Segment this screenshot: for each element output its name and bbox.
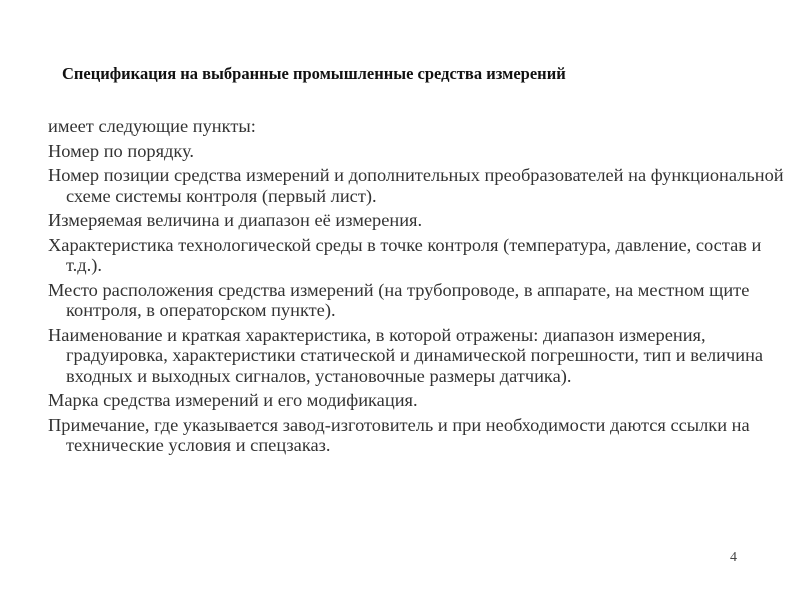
- paragraph-brand: Марка средства измерений и его модификация.: [48, 390, 418, 410]
- paragraph-measured-quantity: Измеряемая величина и диапазон её измерения.: [48, 210, 423, 230]
- slide-title: Спецификация на выбранные промышленные средства измерений: [62, 64, 566, 83]
- slide-content: [48, 116, 788, 460]
- paragraph-name-characteristics: Наименование и краткая характеристика, в которой отражены: диапазон измерения, градуировка, характеристики статической и динамической погрешности, тип и величина входных и выходных сигналов, установочные размеры датчика).: [48, 324, 764, 386]
- paragraph-note: Примечание, где указывается завод-изготовитель и при необходимости даются ссылки на технические условия и спецзаказ.: [48, 414, 750, 455]
- paragraph-location: Место расположения средства измерений (на трубопроводе, в аппарате, на местном щите контроля, в операторском пункте).: [48, 279, 750, 320]
- paragraph-process-medium: Характеристика технологической среды в точке контроля (температура, давление, состав и т.д.).: [48, 234, 762, 275]
- paragraph-position-number: Номер позиции средства измерений и дополнительных преобразователей на функциональной схеме системы контроля (первый лист).: [48, 165, 784, 206]
- paragraph-order-number: Номер по порядку.: [48, 140, 195, 161]
- page-number: 4: [730, 550, 737, 565]
- paragraph-intro: имеет следующие пункты:: [48, 116, 256, 136]
